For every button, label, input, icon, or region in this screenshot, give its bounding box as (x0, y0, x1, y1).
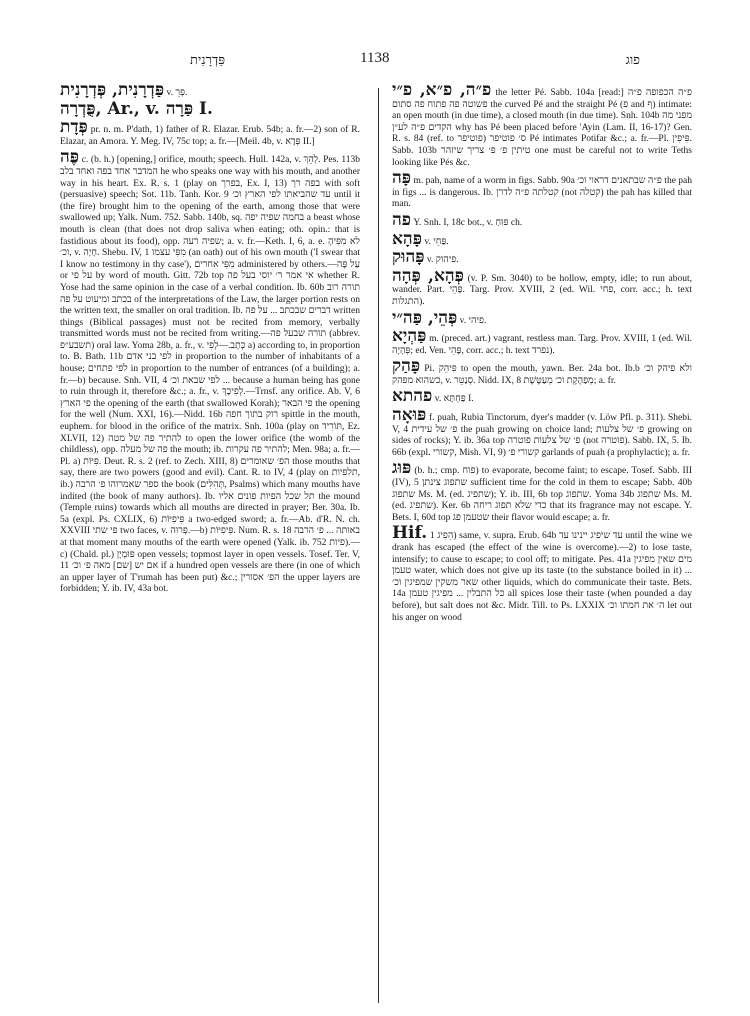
dictionary-entry (392, 168, 692, 211)
entry-definition: pr. n. m. P'dath, 1) father of R. Elazar. Erub. 54b; a. fr.—2) son of R. Elazar, an Amora. Y. Meg. IV, 75c top; a. fr.—[Meil. 4b, v. פְּדָא II.] (60, 125, 360, 147)
entry-headword: פַּדְרָנִית, פְּדְרָנִית (60, 85, 165, 100)
entry-headword: פְּהֵי, פַּה״י (392, 307, 458, 328)
dictionary-entry (392, 228, 692, 249)
dictionary-entry (60, 147, 360, 596)
page-header (60, 50, 700, 74)
entry-headword: פָּהַק (392, 356, 421, 377)
dictionary-entry (60, 117, 360, 148)
entry-definition: m. pah, name of a worm in figs. Sabb. 90a פ״ה שבתאנים דראוי וכ׳ the pah in figs ... is dangerous. Ib. קטלתה פ״ה לדרן (not קטלה) the pah has killed that man. (392, 176, 692, 210)
dictionary-entry (392, 326, 692, 357)
entry-definition: v. פַּחְתָּא I. (434, 394, 474, 405)
dictionary-entry (60, 98, 360, 119)
entry-definition: v. פַּחֵי. (424, 236, 449, 247)
entry-headword: פהתא (392, 386, 433, 407)
entry-headword: פּוּג (392, 458, 412, 479)
column-divider (378, 88, 379, 1003)
dictionary-entry (392, 356, 692, 387)
entry-headword: פּוּאָה (392, 405, 427, 426)
entry-definition: הֵפִיג 1) same, v. supra. Erub. 64b עד שיפיג יינינו עד until the wine we drank has escaped (the effect of the wine is overcome).—2) to lose taste, intensify; to cause to escape; to cool off; to mitigate. Pes. 41a מים שאין מפיגין טעמן water, which does not give up its taste (to the substance boiled in it) ... שאר משקין שמפיגין וכ׳ other liquids, which do communicate their taste. Bets. 14a כל התבלין ... מפיגין טעמן all spices lose their taste (when pounded a day before), but salt does not &c. Midr. Till. to Ps. LXXIX ה׳ את חמתו וכ׳ let out his anger on wood (392, 531, 692, 623)
entry-headword: פֻּדְרָה, Ar., v. פַּרָה I. (60, 98, 213, 119)
entry-headword: פְּדָת (60, 117, 88, 138)
entry-definition: f. puah, Rubia Tinctorum, dyer's madder (v. Löw Pfl. p. 311). Shebi. V, 4 פ׳ של עידית the puah growing on choice land; פ׳ של צלעות growing on sides of rocks); Y. ib. 36a top פ׳ של צלעות פוטרה (not פוטרה). Sabb. IX, 5. Ib. 66b (expl. קשורי, Mish. VI, 9) קשורי פ׳ garlands of puah (a prophylactic); a. fr. (392, 413, 692, 458)
page-number: 1138 (360, 50, 390, 66)
entry-definition: (v. P. Sm. 3040) to be hollow, empty, idle; to run about, wander. Part. פָּהֵי. Targ. Prov. XVIII, 2 (ed. Wil. פחי, corr. acc.; h. text התגלות). (392, 273, 692, 307)
entry-definition: the letter Pé. Sabb. 104a [read:] פ״ה הכפופה פ״ה פשוטה פה פתוח פה סתום the curved Pé and the straight Pé (פ and ף) intimate: an open mouth (in due time), a closed mouth (in due time). Snh. 104b מפני מה הקדים פ״ה לע״ן why has Pé been placed before 'Ayin (Lam. II, 16-17)? Gen. R. s. 84 (ref. to פוטיפר) ס׳ פוטיפר Pé intimates Potifar &c.; a. fr.—Pl. פִּיפִין. Sabb. 103b טיתין פ׳ פּ׳ צריך שיזהר one must be careful not to write Teths looking like Pés &c. (392, 88, 692, 168)
dictionary-entry (392, 209, 692, 230)
entry-headword: פה (392, 209, 412, 230)
dictionary-entry (392, 386, 692, 407)
running-head-left: פַּדְרָנִית (190, 53, 226, 68)
entry-headword: פָּה (392, 168, 412, 189)
right-column (392, 85, 692, 1005)
entry-headword: פֶּה (60, 147, 80, 168)
entry-headword: פָּהָא (392, 228, 422, 249)
dictionary-entry (60, 85, 360, 100)
entry-headword: פ״ה, פ״א, פ״י (392, 85, 492, 100)
entry-definition: v. פיהי. (459, 315, 487, 326)
dictionary-entry (392, 307, 692, 328)
entry-headword: פָּהוּק (392, 247, 425, 268)
dictionary-entry (392, 405, 692, 459)
entry-headword: פְּהָא, פְּהָה (392, 265, 464, 286)
entry-definition: (b. h.; cmp. פוח) to evaporate, become faint; to escape. Tosef. Sabb. III (IV), 5 שתפוג צינתן sufficient time for the cold in them to escape; Sabb. 40b שתפוג Ms. M. (ed. שתפיג); Y. ib. III, 6b top שתפוג. Yoma 34b שתפוג Ms. M. (ed. שתפיג). Ker. 6b כדי שלא תפוג ריחה that its fragrance may not escape. Y. Bets. I, 60d top שטעמן פג their flavor would escape; a. fr. (392, 466, 692, 523)
running-head-right: פוג (625, 53, 640, 68)
dictionary-entry (392, 265, 692, 309)
left-column (60, 85, 360, 1005)
entry-definition: c. (b. h.) [opening,] orifice, mouth; speech. Hull. 142a, v. לְהֵךְ. Pes. 113b המדבר אחד בפה ואחד בלב he who speaks one way with his mouth, and another way in his heart. Ex. R. s. 1 (play on בפרך, Ex. I, 13) בפה רך with soft (persuasive) speech; Sot. 11b. Tanh. Kor. 9 עד שהביאתו לפי הארץ וכ׳ until it (the fire) brought him to the opening of the earth, among those that were swallowed up; Yalk. Num. 752. Sabb. 140b, sq. בחמה שפיה יפה a beast whose mouth is clean (that does not drop saliva when eating; oth. opin.: that is fastidious about its food), opp. שפיה רעה; a. v. fr.—Keth. I, 6, a. e. לא מִפִּיהָ וכ׳, v. חָיָה. Shebu. IV, 1 מִפִּי עצמו (an oath) out of his own mouth ('I swear that I know no testimony in thy case'), מִפִּי אחרים administered by others.—עַל פֶּה or על פי by word of mouth. Gitt. 72b top אי אמר ר׳ יוסי בעל פה whether R. Yose had the same opinion in the case of a verbal condition. Ib. 60b תורה רוב בכתב ומיעוט על פה of the interpretations of the Law, the larger portion rests on the written text, the smaller on oral tradition. Ib. דברים שבכתב ... על פה written things (Biblical passages) must not be recited from memory, verbally transmitted words must not be recited from writing.—תורה שבעל פה (abbrev. תשבע״פ) oral law. Yoma 28b, a. fr., v. כְּתָב.—לְפִי a) according to, in proportion to. B. Bath. 11b לפי בני אדם in proportion to the number of inhabitants of a house; לפי פתחים in proportion to the number of entrances (of a building); a. fr.—b) because. Snh. VII, 4 לפי שבאת וכ׳ ... because a human being has gone to ruin through it, therefore &c.; a. fr., v. לְפִיכָךְ.—Trnsf. any orifice. Ab. V, 6 פי הארץ the opening of the earth (that swallowed Korah); פי הבאר the opening for the well (Num. XXI, 16).—Nidd. 16b רוק בתוך חפה spittle in the mouth, euphem. for blood in the orifice of the matrix. Snh. 100a (play on תּוֹרִיד, Ez. XLVII, 12) להתיר פה של מטה to open the lower orifice (the womb of the childless), opp. פה של מעלה the mouth; ib. להתיר פה עקרות; Men. 98a; a. fr.—Pl. a) פִּיּוֹת. Deut. R. s. 2 (ref. to Zech. XIII, 8) הפ׳ שאומרים those mouths that say, there are two powers (good and evil). Cant. R. to IV, 4 (play on תלפיות, ib.) ספר שאמרוהו פ׳ הרבה the book (תְּהִלִּים, Psalms) which many mouths have indited (the book of many authors). Ib. תל שכל הפיות פונים אליו the mound (Temple ruins) towards which all mouths are directed in prayer; Ber. 30a. Ib. 5a (expl. Ps. CXLIX, 6) פִּיפִיּוֹת a two-edged sword; a. fr.—Ab. d'R. N. ch. XXVIII פי שתי two faces, v. פְּרוּה.—b) פִּיפִיּוֹת. Num. R. s. 18 באותה ... פ׳ הרבה at that moment many mouths of the earth were opened (Yalk. ib. 752 פיות).—c) (Chald. pl.) פּוּמְיָן open vessels; topmost layer in open vessels. Tosef. Ter. V, 11 אם יש [שם] מאה פ׳ וכ׳ if a hundred open vessels are there (in one of which an upper layer of T'rumah has been put) &c.; הפ׳ אסורין the upper layers are forbidden; Y. ib. IV, 43a bot. (60, 155, 360, 595)
dictionary-entry (392, 458, 692, 524)
dictionary-entry (392, 523, 692, 624)
dictionary-entry (392, 247, 692, 268)
entry-definition: Pi. פִּיהֵק to open the mouth, yawn. Ber. 24a bot. Ib.b ולא פיהק וכ׳ כשהוא מפהק, v. סְנַטֵּר. Nidd. IX, 8 מְפַהֶקֶת וכ׳ מְעַטֶּשֶׁת; a. fr. (392, 364, 692, 386)
entry-headword: פַּהְיָא (392, 326, 427, 347)
entry-definition: v. פיהוק. (426, 255, 459, 266)
entry-definition: Y. Snh. I, 18c bot., v. פּוּחַ ch. (413, 217, 523, 228)
dictionary-entry (392, 85, 692, 169)
entry-definition: v. פְּרֵ. (166, 88, 188, 98)
entry-definition: m. (preced. art.) vagrant, restless man. Targ. Prov. XVIII, 1 (ed. Wil. פְּהָיָה; ed. Ven. פָּהֵי, corr. acc.; h. text נפרד). (392, 334, 692, 356)
entry-headword: Hif. (392, 523, 428, 544)
